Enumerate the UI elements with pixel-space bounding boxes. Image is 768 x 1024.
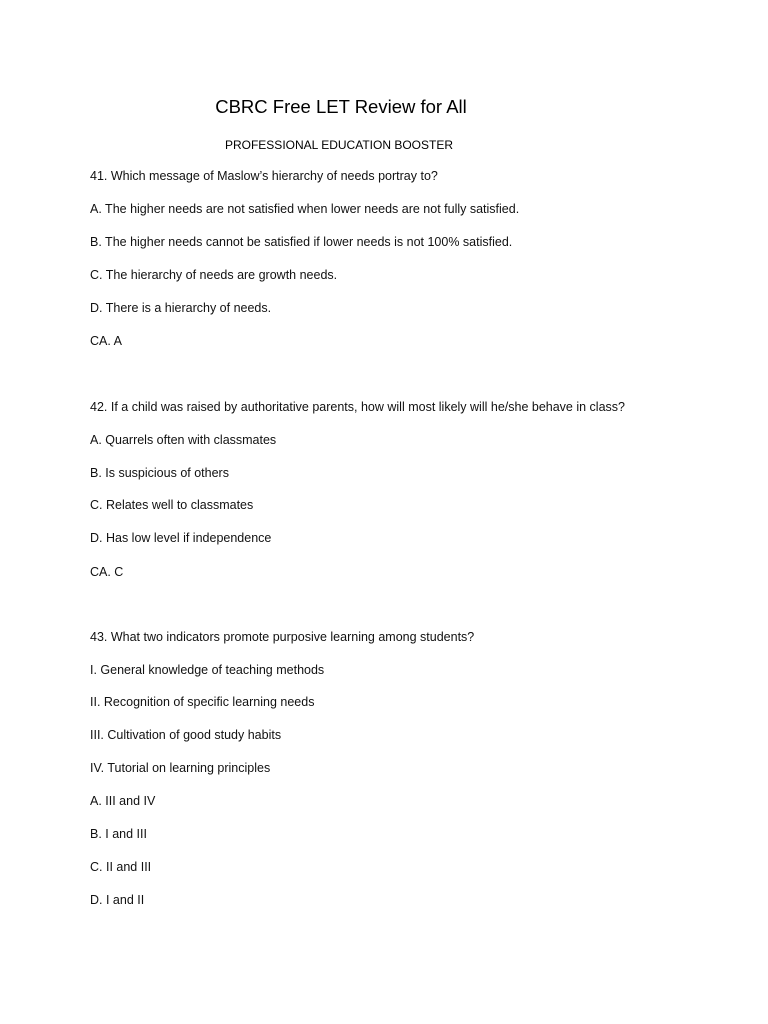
question-43-item-iii: III. Cultivation of good study habits xyxy=(90,728,282,742)
question-41-option-b: B. The higher needs cannot be satisfied if lower needs is not 100% satisfied. xyxy=(90,235,513,249)
question-41-text: 41. Which message of Maslow’s hierarchy of needs portray to? xyxy=(90,169,438,183)
question-43-option-d: D. I and II xyxy=(90,893,145,907)
question-43-option-b: B. I and III xyxy=(90,827,147,841)
question-42-option-d: D. Has low level if independence xyxy=(90,531,272,545)
question-43-option-a: A. III and IV xyxy=(90,794,156,808)
question-41-answer: CA. A xyxy=(90,334,122,348)
question-41-option-d: D. There is a hierarchy of needs. xyxy=(90,301,272,315)
question-42-answer: CA. C xyxy=(90,565,124,579)
question-41-option-a: A. The higher needs are not satisfied when lower needs are not fully satisfied. xyxy=(90,202,520,216)
question-42-option-a: A. Quarrels often with classmates xyxy=(90,433,277,447)
question-42-option-b: B. Is suspicious of others xyxy=(90,466,229,480)
question-42-text: 42. If a child was raised by authoritative parents, how will most likely will he/she behave in class? xyxy=(90,400,625,414)
question-43-item-i: I. General knowledge of teaching methods xyxy=(90,663,325,677)
question-43-item-ii: II. Recognition of specific learning needs xyxy=(90,695,315,709)
question-41-option-c: C. The hierarchy of needs are growth needs. xyxy=(90,268,338,282)
document-title: CBRC Free LET Review for All xyxy=(215,96,467,117)
question-43-item-iv: IV. Tutorial on learning principles xyxy=(90,761,271,775)
document-subtitle: PROFESSIONAL EDUCATION BOOSTER xyxy=(224,138,454,152)
question-42-option-c: C. Relates well to classmates xyxy=(90,498,254,512)
question-43-option-c: C. II and III xyxy=(90,860,152,874)
question-43-text: 43. What two indicators promote purposive learning among students? xyxy=(90,630,475,644)
